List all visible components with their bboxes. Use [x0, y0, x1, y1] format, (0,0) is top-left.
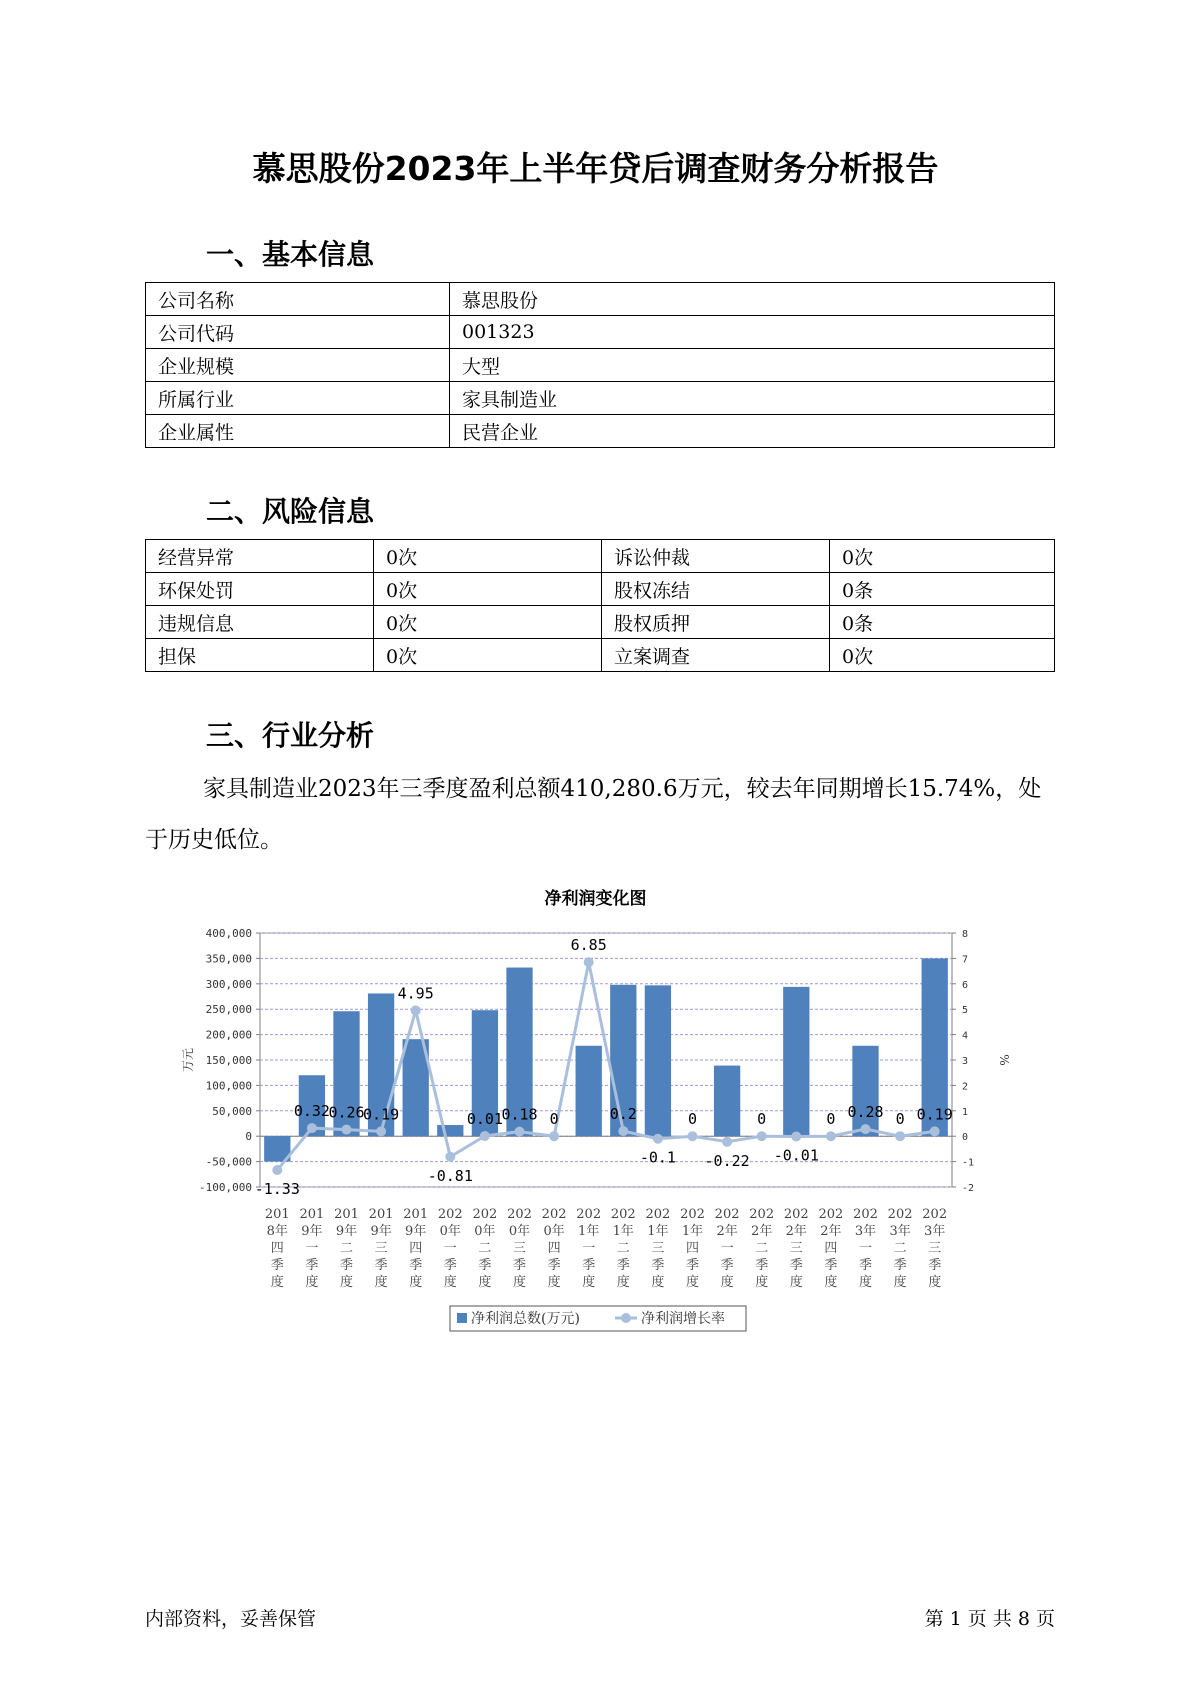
y-tick-label: 0 [245, 1130, 252, 1144]
cell-value: 0次 [374, 540, 602, 573]
x-tick-label: 度 [651, 1275, 665, 1290]
x-tick-label: 度 [858, 1275, 873, 1290]
x-tick-label: 季 [651, 1258, 665, 1273]
x-tick-label: 度 [755, 1275, 769, 1290]
cell-label: 诉讼仲裁 [602, 540, 830, 573]
cell-value: 0次 [374, 573, 602, 606]
point-growth-rate [722, 1137, 732, 1147]
cell-value: 0条 [830, 606, 1055, 639]
cell-value: 民营企业 [450, 415, 1055, 448]
bar-net-profit [645, 985, 671, 1136]
x-tick-label: 季 [374, 1258, 388, 1273]
x-tick-label: 三 [374, 1241, 388, 1256]
x-tick-label: 度 [824, 1275, 838, 1290]
data-label-growth-rate: 0.32 [293, 1102, 330, 1121]
x-tick-label: 9年 [370, 1224, 392, 1239]
x-tick-label: 一 [443, 1241, 457, 1256]
point-growth-rate [515, 1127, 525, 1137]
x-tick-label: 季 [789, 1258, 803, 1273]
y-tick-label: -100,000 [199, 1181, 252, 1194]
x-tick-label: 度 [547, 1275, 561, 1290]
data-label-growth-rate: 0.19 [363, 1105, 400, 1124]
x-tick-label: 季 [616, 1258, 630, 1273]
y2-tick-label: 0 [962, 1132, 969, 1144]
cell-value: 大型 [450, 349, 1055, 382]
x-tick-label: 度 [789, 1275, 803, 1290]
x-tick-label: 季 [443, 1258, 457, 1273]
x-tick-label: 度 [720, 1275, 734, 1290]
x-tick-label: 季 [512, 1258, 527, 1273]
y2-tick-label: -2 [962, 1183, 975, 1194]
point-growth-rate [411, 1005, 421, 1015]
x-tick-label: 季 [547, 1258, 561, 1273]
data-label-growth-rate: -0.1 [639, 1148, 676, 1167]
data-label-growth-rate: 0.18 [501, 1105, 538, 1124]
x-tick-label: 季 [685, 1258, 700, 1273]
x-tick-label: 202 [610, 1207, 636, 1222]
y-tick-label: 400,000 [205, 927, 252, 940]
x-tick-label: 二 [616, 1241, 630, 1256]
x-tick-label: 季 [478, 1258, 492, 1273]
x-tick-label: 2年 [716, 1224, 738, 1239]
x-tick-label: 四 [270, 1241, 284, 1256]
cell-value: 0次 [830, 540, 1055, 573]
x-tick-label: 度 [409, 1275, 423, 1290]
paragraph-text: 家具制造业2023年三季度盈利总额410,280.6万元，较去年同期增长15.74%，处于历史低位。 [145, 776, 1042, 853]
x-tick-label: 202 [922, 1207, 948, 1222]
y-tick-label: 300,000 [205, 977, 252, 991]
x-tick-label: 一 [720, 1241, 734, 1256]
point-growth-rate [618, 1126, 628, 1136]
x-tick-label: 8年 [266, 1224, 288, 1239]
x-tick-label: 四 [547, 1241, 561, 1256]
x-tick-label: 0年 [439, 1224, 461, 1239]
data-label-growth-rate: -0.81 [427, 1166, 473, 1185]
cell-label: 立案调查 [602, 639, 830, 672]
x-tick-label: 三 [789, 1241, 803, 1256]
y2-tick-label: 2 [962, 1081, 969, 1093]
y2-tick-label: -1 [962, 1157, 975, 1169]
x-tick-label: 度 [616, 1275, 630, 1290]
cell-label: 股权质押 [602, 606, 830, 639]
data-label-growth-rate: 0 [895, 1110, 905, 1129]
cell-value: 家具制造业 [450, 382, 1055, 415]
x-tick-label: 3年 [889, 1224, 911, 1239]
x-tick-label: 季 [409, 1258, 423, 1273]
section-heading-risk-info: 二、风险信息 [206, 495, 375, 528]
x-tick-label: 1年 [578, 1224, 600, 1239]
point-growth-rate [445, 1152, 455, 1162]
x-tick-label: 二 [478, 1241, 492, 1256]
x-tick-label: 202 [472, 1207, 498, 1222]
data-label-growth-rate: 0.28 [847, 1103, 884, 1122]
y2-tick-label: 5 [962, 1005, 969, 1017]
point-growth-rate [653, 1134, 663, 1144]
x-tick-label: 202 [853, 1207, 878, 1222]
x-tick-label: 一 [582, 1241, 596, 1256]
bar-net-profit [437, 1125, 463, 1136]
x-tick-label: 度 [270, 1275, 284, 1290]
x-tick-label: 季 [720, 1258, 734, 1273]
x-tick-label: 9年 [335, 1224, 358, 1239]
x-tick-label: 201 [299, 1207, 325, 1222]
cell-label: 环保处罚 [146, 573, 374, 606]
data-label-growth-rate: 0 [826, 1110, 836, 1129]
x-tick-label: 202 [507, 1207, 532, 1222]
point-growth-rate [584, 957, 594, 967]
x-tick-label: 201 [403, 1207, 429, 1222]
point-growth-rate [930, 1126, 940, 1136]
x-tick-label: 季 [270, 1258, 284, 1273]
x-tick-label: 度 [928, 1275, 942, 1290]
point-growth-rate [272, 1165, 282, 1175]
x-tick-label: 0年 [508, 1224, 531, 1239]
chart-title: 净利润变化图 [544, 889, 647, 909]
data-label-growth-rate: 0.2 [609, 1105, 637, 1124]
footer-confidential-note: 内部资料，妥善保管 [145, 1608, 317, 1630]
legend-label-bar: 净利润总数(万元) [471, 1311, 580, 1327]
data-label-growth-rate: 0 [757, 1110, 767, 1129]
bar-net-profit [576, 1046, 602, 1136]
x-tick-label: 0年 [474, 1224, 496, 1239]
point-growth-rate [861, 1124, 871, 1134]
data-label-growth-rate: 4.95 [397, 984, 434, 1003]
x-tick-label: 季 [305, 1258, 319, 1273]
x-tick-label: 1年 [681, 1224, 704, 1239]
data-label-growth-rate: -1.33 [254, 1179, 300, 1198]
y-tick-label: 250,000 [205, 1003, 252, 1017]
data-label-growth-rate: 0.01 [466, 1109, 503, 1128]
x-tick-label: 202 [437, 1207, 463, 1222]
data-label-growth-rate: 0.19 [916, 1105, 953, 1124]
point-growth-rate [342, 1125, 352, 1135]
bar-net-profit [714, 1066, 740, 1137]
cell-label: 股权冻结 [602, 573, 830, 606]
x-tick-label: 202 [818, 1207, 844, 1222]
x-tick-label: 度 [685, 1275, 700, 1290]
cell-value: 0条 [830, 573, 1055, 606]
x-tick-label: 一 [305, 1241, 319, 1256]
x-tick-label: 202 [680, 1207, 705, 1222]
legend-label-line: 净利润增长率 [641, 1311, 725, 1327]
x-tick-label: 二 [893, 1241, 907, 1256]
x-tick-label: 202 [887, 1207, 913, 1222]
bar-net-profit [852, 1046, 878, 1136]
x-tick-label: 1年 [647, 1224, 669, 1239]
point-growth-rate [826, 1131, 836, 1141]
x-tick-label: 一 [858, 1241, 873, 1256]
section-heading-basic-info: 一、基本信息 [206, 238, 375, 271]
x-tick-label: 202 [541, 1207, 567, 1222]
cell-label: 担保 [146, 639, 374, 672]
point-growth-rate [895, 1131, 905, 1141]
x-tick-label: 三 [512, 1241, 527, 1256]
cell-value: 0次 [374, 639, 602, 672]
x-tick-label: 二 [339, 1241, 354, 1256]
y2-tick-label: 7 [962, 954, 969, 966]
point-growth-rate [688, 1131, 698, 1141]
data-label-growth-rate: 6.85 [570, 936, 607, 955]
y2-tick-label: 6 [962, 979, 969, 991]
x-tick-label: 9年 [301, 1224, 323, 1239]
cell-label: 企业规模 [146, 349, 450, 382]
x-tick-label: 0年 [543, 1224, 565, 1239]
x-tick-label: 9年 [405, 1224, 427, 1239]
y-tick-label: 50,000 [212, 1104, 252, 1118]
x-tick-label: 3年 [854, 1224, 877, 1239]
x-tick-label: 度 [582, 1275, 596, 1290]
point-growth-rate [549, 1131, 559, 1141]
x-tick-label: 202 [576, 1207, 602, 1222]
legend-swatch-bar [457, 1313, 467, 1323]
bar-net-profit [783, 987, 809, 1136]
legend-swatch-marker [621, 1313, 631, 1323]
y-axis-label: 万元 [181, 1047, 195, 1073]
x-tick-label: 四 [409, 1241, 423, 1256]
x-tick-label: 季 [582, 1258, 596, 1273]
x-tick-label: 度 [443, 1275, 457, 1290]
cell-label: 公司代码 [146, 316, 450, 349]
x-tick-label: 度 [374, 1275, 388, 1290]
x-tick-label: 2年 [751, 1224, 773, 1239]
y2-tick-label: 4 [962, 1030, 969, 1042]
cell-value: 慕思股份 [450, 283, 1055, 316]
x-tick-label: 202 [749, 1207, 775, 1222]
x-tick-label: 度 [893, 1275, 907, 1290]
data-label-growth-rate: 0 [687, 1110, 698, 1129]
y2-tick-label: 3 [962, 1056, 969, 1067]
x-tick-label: 季 [755, 1258, 769, 1273]
x-tick-label: 3年 [924, 1224, 946, 1239]
cell-label: 经营异常 [146, 540, 374, 573]
cell-label: 公司名称 [146, 283, 450, 316]
point-growth-rate [791, 1131, 801, 1141]
x-tick-label: 202 [783, 1207, 809, 1222]
y2-axis-label: % [997, 1054, 1011, 1066]
data-label-growth-rate: -0.22 [704, 1151, 750, 1170]
x-tick-label: 季 [858, 1258, 873, 1273]
x-tick-label: 三 [928, 1241, 942, 1256]
x-tick-label: 201 [368, 1207, 394, 1222]
point-growth-rate [757, 1131, 767, 1141]
cell-label: 企业属性 [146, 415, 450, 448]
point-growth-rate [480, 1131, 490, 1141]
x-tick-label: 季 [928, 1258, 942, 1273]
y-tick-label: 350,000 [205, 952, 252, 966]
cell-label: 所属行业 [146, 382, 450, 415]
x-tick-label: 度 [305, 1275, 319, 1290]
x-tick-label: 2年 [785, 1224, 807, 1239]
x-tick-label: 三 [651, 1241, 665, 1256]
data-label-growth-rate: -0.01 [773, 1146, 819, 1165]
x-tick-label: 季 [824, 1258, 838, 1273]
x-tick-label: 201 [264, 1207, 290, 1222]
x-tick-label: 2年 [820, 1224, 842, 1239]
x-tick-label: 二 [755, 1241, 769, 1256]
x-tick-label: 季 [893, 1258, 907, 1273]
y2-tick-label: 1 [962, 1106, 969, 1118]
data-label-growth-rate: 0.26 [328, 1103, 365, 1122]
point-growth-rate [376, 1126, 386, 1136]
x-tick-label: 202 [645, 1207, 671, 1222]
cell-value: 001323 [450, 316, 1055, 349]
y-tick-label: 100,000 [205, 1079, 252, 1093]
x-tick-label: 度 [512, 1275, 527, 1290]
y-tick-label: 150,000 [205, 1054, 252, 1067]
x-tick-label: 四 [824, 1241, 838, 1256]
x-tick-label: 201 [334, 1207, 359, 1222]
section-heading-industry-analysis: 三、行业分析 [206, 719, 375, 752]
x-tick-label: 四 [685, 1241, 700, 1256]
x-tick-label: 季 [339, 1258, 354, 1273]
y-tick-label: -50,000 [205, 1155, 252, 1169]
footer-page-number: 第 1 页 共 8 页 [924, 1608, 1055, 1630]
x-tick-label: 度 [339, 1275, 354, 1290]
x-tick-label: 1年 [612, 1224, 634, 1239]
y-tick-label: 200,000 [205, 1028, 252, 1042]
y2-tick-label: 8 [962, 929, 969, 940]
cell-value: 0次 [374, 606, 602, 639]
cell-value: 0次 [830, 639, 1055, 672]
x-tick-label: 202 [714, 1207, 740, 1222]
cell-label: 违规信息 [146, 606, 374, 639]
data-label-growth-rate: 0 [549, 1110, 559, 1129]
point-growth-rate [307, 1123, 317, 1133]
report-title: 慕思股份2023年上半年贷后调查财务分析报告 [252, 149, 939, 188]
x-tick-label: 度 [478, 1275, 492, 1290]
